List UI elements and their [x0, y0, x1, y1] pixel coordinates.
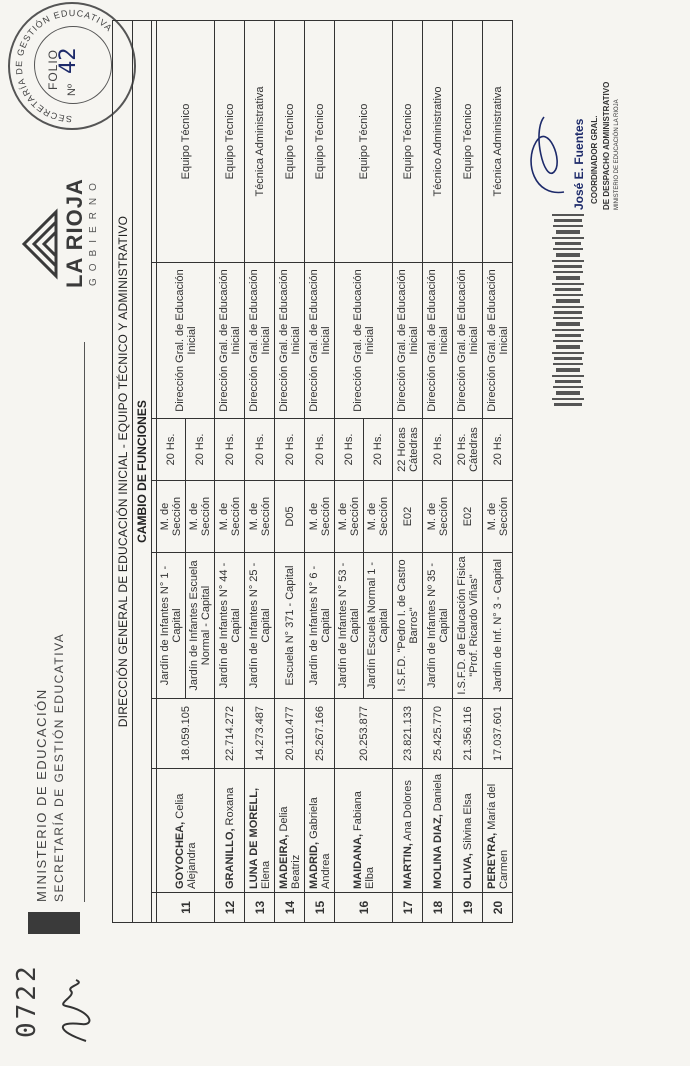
direction-cell: Dirección Gral. de Educación Inicial [275, 263, 305, 419]
person-name [157, 769, 215, 893]
person-dni: 14.273.487 [245, 699, 275, 769]
person-name [483, 769, 513, 893]
person-given-name: Fabiana Elba [351, 791, 376, 889]
function-cell: Técnico Administrativo [423, 21, 453, 263]
person-given-name: Silvina Elsa [461, 793, 474, 851]
school-cell: I.S.F.D. de Educación Física "Prof. Ricardo Viñas" [453, 553, 483, 699]
hours-cell: 20 Hs. [245, 419, 275, 481]
school-cell: Jardín de Infantes N° 6 - Capital [305, 553, 335, 699]
school-cell: Jardín de Infantes Nº 35 - Capital [423, 553, 453, 699]
person-given-name: Ana Dolores [401, 780, 414, 841]
row-number: 13 [245, 893, 275, 923]
coordinator-title-1: COORDINADOR GRAL. [590, 115, 599, 204]
table-row [157, 21, 186, 923]
person-surname: PEREYRA, [485, 832, 498, 889]
hours-cell: 20 Hs. [275, 419, 305, 481]
person-name [453, 769, 483, 893]
person-given-name: Elena [259, 860, 272, 889]
person-dni: 20.110.477 [275, 699, 305, 769]
direction-cell: Dirección Gral. de Educación Inicial [453, 263, 483, 419]
cargo-cell: M. de Sección [186, 481, 215, 553]
ministry-header [16, 494, 92, 934]
hours-cell: 20 Hs. Cátedras [453, 419, 483, 481]
row-number: 20 [483, 893, 513, 923]
person-given-name: Celia Alejandra [173, 793, 198, 889]
cargo-cell: E02 [453, 481, 483, 553]
cargo-cell: E02 [393, 481, 423, 553]
cargo-cell: M. de Sección [335, 481, 364, 553]
school-cell: Jardín de Infantes Escuela Normal - Capital [186, 553, 215, 699]
table-row [423, 21, 453, 923]
handwritten-signature-icon [46, 976, 106, 1046]
coordinator-name: José E. Fuentes [572, 118, 586, 210]
person-surname: MAIDANA, [351, 834, 364, 889]
cargo-cell: M. de Sección [157, 481, 186, 553]
hours-cell: 20 Hs. [335, 419, 364, 481]
table-row [453, 21, 483, 923]
table-row [215, 21, 245, 923]
person-dni: 17.037.601 [483, 699, 513, 769]
direction-cell: Dirección Gral. de Educación Inicial [215, 263, 245, 419]
row-number: 16 [335, 893, 393, 923]
stamp-folio-number: 42 [56, 47, 81, 74]
table-row [483, 21, 513, 923]
coordinator-stamp [560, 81, 670, 210]
person-name [305, 769, 335, 893]
coordinator-title-3: MINISTERIO DE EDUCACIÓN LA RIOJA [614, 99, 620, 210]
coordinator-title-2: DE DESPACHO ADMINISTRATIVO [602, 81, 611, 210]
function-cell: Equipo Técnico [275, 21, 305, 263]
function-cell: Equipo Técnico [215, 21, 245, 263]
cargo-cell: M. de Sección [483, 481, 513, 553]
svg-text:SECRETARÍA DE GESTIÓN EDUCATIV: SECRETARÍA DE GESTIÓN EDUCATIVA [13, 7, 115, 125]
ministry-logo-bar [28, 912, 80, 934]
person-given-name: Roxana [223, 787, 236, 826]
direction-cell: Dirección Gral. de Educación Inicial [305, 263, 335, 419]
person-surname: GOYOCHEA, [173, 821, 186, 889]
cargo-cell: M. de Sección [245, 481, 275, 553]
person-dni: 21.356.116 [453, 699, 483, 769]
direction-cell: Dirección Gral. de Educación Inicial [483, 263, 513, 419]
hours-cell: 20 Hs. [364, 419, 393, 481]
person-surname: MADEIRA, [277, 834, 290, 889]
direction-cell: Dirección Gral. de Educación Inicial [335, 263, 393, 419]
hours-cell: 20 Hs. [157, 419, 186, 481]
cargo-cell: M. de Sección [215, 481, 245, 553]
person-given-name: Daniela [431, 773, 444, 812]
table-title: DIRECCIÓN GENERAL DE EDUCACIÓN INICIAL - EQUIPO TÉCNICO Y ADMINISTRATIVO [113, 21, 133, 923]
school-cell: Jardín de Infantes N° 25 - Capital [245, 553, 275, 699]
function-cell: Técnica Administrativa [483, 21, 513, 263]
school-cell: Jardín de Infantes N° 44 - Capital [215, 553, 245, 699]
row-number: 19 [453, 893, 483, 923]
cargo-cell: M. de Sección [423, 481, 453, 553]
coordinator-signature-icon [524, 112, 570, 202]
signature-stamps [520, 81, 680, 406]
direction-cell: Dirección Gral. de Educación Inicial [157, 263, 215, 419]
row-number: 17 [393, 893, 423, 923]
staff-table [112, 21, 513, 923]
row-number: 18 [423, 893, 453, 923]
person-given-name: María del Carmen [485, 783, 510, 889]
table-row [245, 21, 275, 923]
person-surname: MARTIN, [401, 843, 414, 889]
hours-cell: 20 Hs. [186, 419, 215, 481]
secretariat-name: SECRETARÍA DE GESTIÓN EDUCATIVA [52, 632, 66, 902]
header-rule [84, 342, 85, 902]
la-rioja-emblem-icon [20, 204, 60, 284]
hours-cell: 20 Hs. [483, 419, 513, 481]
person-dni: 25.425.770 [423, 699, 453, 769]
cargo-cell: M. de Sección [305, 481, 335, 553]
hours-cell: 20 Hs. [215, 419, 245, 481]
person-surname: GRANILLO, [223, 828, 236, 889]
person-dni: 20.253.877 [335, 699, 393, 769]
person-name [335, 769, 393, 893]
row-number: 15 [305, 893, 335, 923]
direction-cell: Dirección Gral. de Educación Inicial [393, 263, 423, 419]
hours-cell: 20 Hs. [423, 419, 453, 481]
person-dni: 18.059.105 [157, 699, 215, 769]
row-number: 11 [157, 893, 215, 923]
function-cell: Equipo Técnico [453, 21, 483, 263]
function-cell: Equipo Técnico [393, 21, 423, 263]
stamp-number-label: Nº [66, 84, 78, 96]
school-cell: Jardín Escuela Normal 1 - Capital [364, 553, 393, 699]
hours-cell: 22 Horas Cátedras [393, 419, 423, 481]
function-cell: Equipo Técnico [305, 21, 335, 263]
person-name [275, 769, 305, 893]
table-subtitle: CAMBIO DE FUNCIONES [133, 21, 152, 923]
barcode-stamp-icon [550, 210, 586, 406]
person-given-name: Delia Beatriz [277, 806, 302, 889]
function-cell: Equipo Técnico [335, 21, 393, 263]
school-cell: Jardín de Inf. N° 3 - Capital [483, 553, 513, 699]
logo-name: LA RIOJA [62, 178, 87, 288]
school-cell: Jardín de Infantes N° 1 - Capital [157, 553, 186, 699]
handwritten-number: 0722 [12, 963, 42, 1038]
ministry-name: MINISTERIO DE EDUCACIÓN [34, 688, 49, 902]
person-surname: MOLINA DIAZ, [431, 814, 444, 889]
cargo-cell: D05 [275, 481, 305, 553]
table-row [305, 21, 335, 923]
direction-cell: Dirección Gral. de Educación Inicial [423, 263, 453, 419]
cargo-cell: M. de Sección [364, 481, 393, 553]
person-name [393, 769, 423, 893]
school-cell: Escuela N° 371 - Capital [275, 553, 305, 699]
table-row [335, 21, 364, 923]
person-dni: 23.821.133 [393, 699, 423, 769]
table-body [157, 21, 513, 923]
logo-subtitle: GOBIERNO [88, 176, 99, 286]
hours-cell: 20 Hs. [305, 419, 335, 481]
direction-cell: Dirección Gral. de Educación Inicial [245, 263, 275, 419]
la-rioja-logo [20, 176, 104, 306]
school-cell: Jardín de Infantes N° 53 - Capital [335, 553, 364, 699]
row-number: 14 [275, 893, 305, 923]
person-given-name: Gabriela Andrea [307, 797, 332, 889]
table-row [275, 21, 305, 923]
person-name [245, 769, 275, 893]
person-dni: 22.714.272 [215, 699, 245, 769]
handwritten-annotation [0, 938, 90, 1058]
person-surname: LUNA DE MORELL, [247, 787, 260, 889]
person-dni: 25.267.166 [305, 699, 335, 769]
person-surname: MADRID, [307, 841, 320, 889]
stamp-folio-label: FOLIO [46, 48, 60, 90]
person-surname: OLIVA, [461, 853, 474, 889]
person-name [215, 769, 245, 893]
function-cell: Técnica Administrativa [245, 21, 275, 263]
row-number: 12 [215, 893, 245, 923]
school-cell: I.S.F.D. "Pedro I. de Castro Barros" [393, 553, 423, 699]
function-cell: Equipo Técnico [157, 21, 215, 263]
table-row [393, 21, 423, 923]
person-name [423, 769, 453, 893]
